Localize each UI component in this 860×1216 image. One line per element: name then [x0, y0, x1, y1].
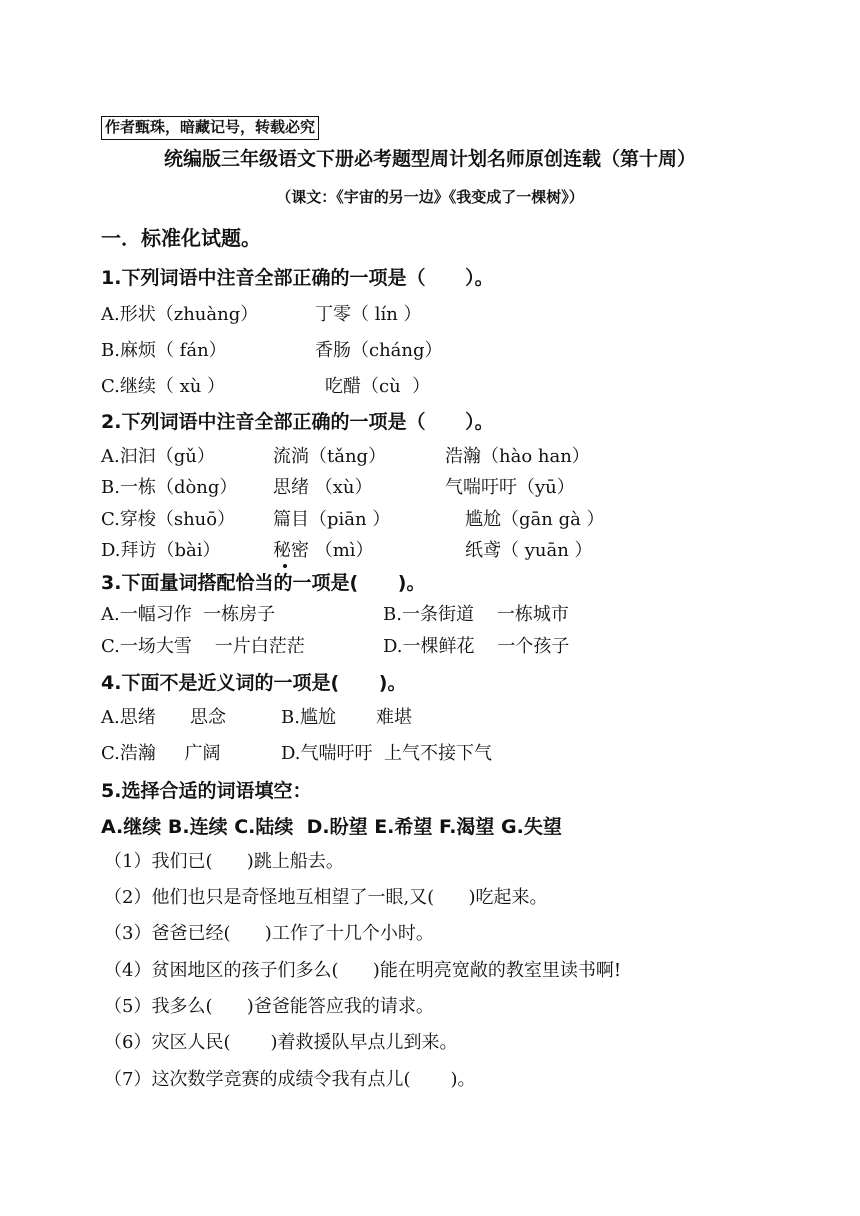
- question-5-stem: 5.选择合适的词语填空：: [101, 780, 312, 802]
- q2-option-c2: 篇目（piān ）: [273, 509, 391, 530]
- q1-option-b2: 香肠（cháng）: [315, 340, 443, 361]
- q2-option-c3: 尴尬（gān gà ）: [465, 509, 605, 530]
- q2-option-b3: 气喘吁吁（yū）: [445, 477, 575, 498]
- q4-option-a: A.思绪 思念: [101, 707, 227, 728]
- q4-option-c: C.浩瀚 广阔: [101, 743, 221, 764]
- q1-option-b1: B.麻烦（ fán）: [101, 340, 227, 361]
- q5-item-3: （3）爸爸已经( )工作了十几个小时。: [104, 923, 434, 944]
- q1-option-c2: 吃醋（cù ）: [325, 376, 431, 397]
- section-heading: 一．标准化试题。: [101, 226, 261, 250]
- page-subtitle: （课文：《宇宙的另一边》《我变成了一棵树》）: [276, 188, 584, 206]
- q2-option-b1: B.一栋（dòng）: [101, 477, 238, 498]
- q5-item-4: （4）贫困地区的孩子们多么( )能在明亮宽敞的教室里读书啊!: [104, 960, 622, 981]
- q3-option-a: A.一幅习作 一栋房子: [101, 604, 276, 625]
- q2-option-d1: D.拜访（bài）: [101, 540, 221, 561]
- q3-option-d: D.一棵鲜花 一个孩子: [383, 636, 570, 657]
- q2-option-d2: 秘密 （mì）: [273, 540, 374, 561]
- q1-option-c1: C.继续（ xù ）: [101, 376, 226, 397]
- q3-option-b: B.一条街道 一栋城市: [383, 604, 569, 625]
- q2-option-a1: A.汩汩（gǔ）: [101, 446, 215, 467]
- q5-item-5: （5）我多么( )爸爸能答应我的请求。: [104, 996, 434, 1017]
- q5-item-1: （1）我们已( )跳上船去。: [104, 851, 344, 872]
- q4-option-b: B.尴尬 难堪: [281, 707, 413, 728]
- q5-item-7: （7）这次数学竞赛的成绩令我有点儿( )。: [104, 1069, 476, 1090]
- author-note: 作者甄珠，暗藏记号，转载必究: [101, 116, 319, 140]
- q4-option-d: D.气喘吁吁 上气不接下气: [281, 743, 492, 764]
- question-2-stem: 2.下列词语中注音全部正确的一项是（ ）。: [101, 411, 494, 433]
- page-title: 统编版三年级语文下册必考题型周计划名师原创连载（第十周）: [163, 148, 696, 170]
- q2-option-d3: 纸鸢（ yuān ）: [465, 540, 593, 561]
- q5-item-6: （6）灾区人民( )着救援队早点儿到来。: [104, 1032, 458, 1053]
- question-4-stem: 4.下面不是近义词的一项是( )。: [101, 672, 407, 694]
- question-1-stem: 1.下列词语中注音全部正确的一项是（ ）。: [101, 267, 494, 289]
- q2-option-b2: 思绪 （xù）: [273, 477, 373, 498]
- q5-word-choices: A.继续 B.连续 C.陆续 D.盼望 E.希望 F.渴望 G.失望: [101, 816, 562, 838]
- q2-option-a3: 浩瀚（hào han）: [445, 446, 590, 467]
- q3-option-c: C.一场大雪 一片白茫茫: [101, 636, 305, 657]
- question-3-stem: 3.下面量词搭配恰当的一项是( )。: [101, 572, 426, 594]
- q1-option-a1: A.形状（zhuàng）: [101, 304, 259, 325]
- q2-option-a2: 流淌（tǎng）: [273, 446, 387, 467]
- q5-item-2: （2）他们也只是奇怪地互相望了一眼,又( )吃起来。: [104, 887, 548, 908]
- emphasis-dot: [283, 564, 287, 568]
- q1-option-a2: 丁零（ lín ）: [315, 304, 422, 325]
- q2-option-c1: C.穿梭（shuō）: [101, 509, 236, 530]
